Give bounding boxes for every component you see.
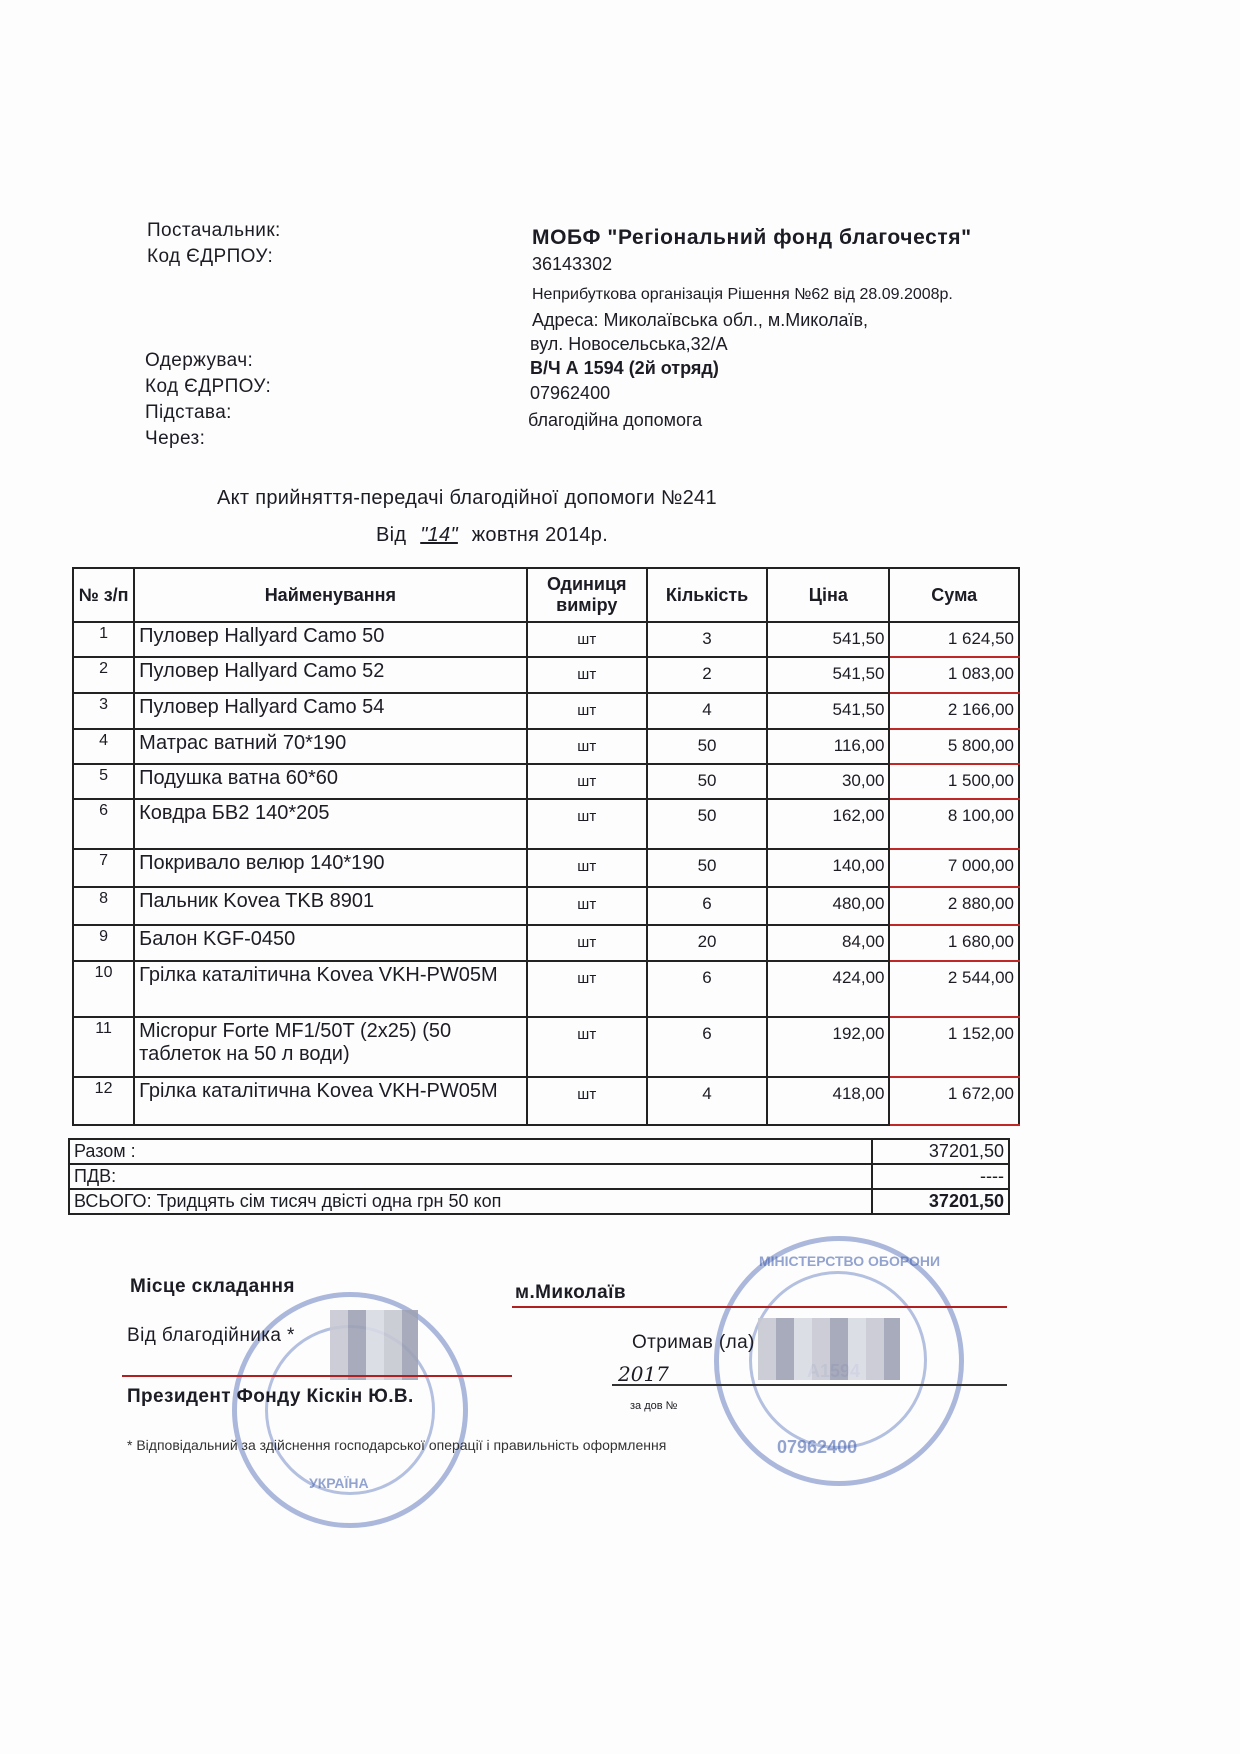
row-number: 1 bbox=[73, 622, 134, 657]
item-price: 192,00 bbox=[767, 1017, 889, 1077]
header-qty: Кількість bbox=[647, 568, 767, 622]
item-quantity: 50 bbox=[647, 729, 767, 764]
table-row bbox=[73, 693, 1019, 729]
via-label: Через: bbox=[145, 428, 206, 449]
recipient-code: 07962400 bbox=[530, 383, 611, 403]
place-value: м.Миколаїв bbox=[515, 1282, 626, 1303]
unit-stamp-code: 07962400 bbox=[777, 1437, 858, 1457]
item-name: Покривало велюр 140*190 bbox=[134, 849, 526, 887]
donor-label: Від благодійника * bbox=[127, 1325, 295, 1346]
item-unit: шт bbox=[527, 1077, 647, 1125]
table-row bbox=[73, 799, 1019, 849]
footnote: * Відповідальний за здійснення господарської операції і правильність оформлення bbox=[127, 1437, 667, 1453]
row-number: 4 bbox=[73, 729, 134, 764]
table-row bbox=[73, 1077, 1019, 1125]
item-sum: 1 680,00 bbox=[889, 925, 1019, 961]
table-row bbox=[73, 764, 1019, 799]
item-name: Грілка каталітична Kovea VKH-PW05M bbox=[134, 961, 526, 1017]
item-quantity: 6 bbox=[647, 887, 767, 925]
row-number: 3 bbox=[73, 693, 134, 729]
row-number: 8 bbox=[73, 887, 134, 925]
received-label: Отримав (ла) bbox=[632, 1332, 755, 1353]
item-name: Пуловер Hallyard Camo 52 bbox=[134, 657, 526, 693]
item-sum: 2 880,00 bbox=[889, 887, 1019, 925]
item-sum: 1 624,50 bbox=[889, 622, 1019, 657]
place-label: Місце складання bbox=[130, 1276, 295, 1297]
header-name: Найменування bbox=[134, 568, 526, 622]
total-label: ВСЬОГО: Тридцять сім тисяч двісті одна грн 50 коп bbox=[69, 1189, 872, 1214]
item-name: Micropur Forte MF1/50T (2x25) (50 таблеток на 50 л води) bbox=[134, 1017, 526, 1077]
supplier-code: 36143302 bbox=[532, 254, 613, 274]
row-number: 5 bbox=[73, 764, 134, 799]
item-sum: 8 100,00 bbox=[889, 799, 1019, 849]
total-amount: 37201,50 bbox=[872, 1189, 1009, 1214]
header-sum: Сума bbox=[889, 568, 1019, 622]
row-number: 9 bbox=[73, 925, 134, 961]
item-price: 541,50 bbox=[767, 657, 889, 693]
table-row bbox=[73, 849, 1019, 887]
item-sum: 1 500,00 bbox=[889, 764, 1019, 799]
item-sum: 1 672,00 bbox=[889, 1077, 1019, 1125]
item-name: Пуловер Hallyard Camo 50 bbox=[134, 622, 526, 657]
handwritten-date: 2017 bbox=[618, 1362, 669, 1386]
item-name: Подушка ватна 60*60 bbox=[134, 764, 526, 799]
item-price: 480,00 bbox=[767, 887, 889, 925]
item-sum: 1 152,00 bbox=[889, 1017, 1019, 1077]
recipient-label: Одержувач: bbox=[145, 350, 254, 371]
table-row bbox=[73, 622, 1019, 657]
table-row bbox=[73, 961, 1019, 1017]
item-sum: 2 166,00 bbox=[889, 693, 1019, 729]
header-price: Ціна bbox=[767, 568, 889, 622]
item-quantity: 3 bbox=[647, 622, 767, 657]
item-sum: 7 000,00 bbox=[889, 849, 1019, 887]
total-row bbox=[69, 1189, 1009, 1214]
item-unit: шт bbox=[527, 1017, 647, 1077]
item-price: 116,00 bbox=[767, 729, 889, 764]
item-unit: шт bbox=[527, 622, 647, 657]
header-num: № з/п bbox=[73, 568, 134, 622]
recipient-name: В/Ч А 1594 (2й отряд) bbox=[530, 358, 719, 378]
item-unit: шт bbox=[527, 729, 647, 764]
row-number: 10 bbox=[73, 961, 134, 1017]
supplier-address-line2: вул. Новосельська,32/А bbox=[530, 334, 728, 354]
item-sum: 1 083,00 bbox=[889, 657, 1019, 693]
table-row bbox=[73, 729, 1019, 764]
totals-table bbox=[68, 1138, 1010, 1215]
document-title: Акт прийняття-передачі благодійної допомоги №241 bbox=[217, 487, 717, 509]
date-day: "14" bbox=[420, 524, 458, 546]
item-name: Балон KGF-0450 bbox=[134, 925, 526, 961]
item-quantity: 4 bbox=[647, 1077, 767, 1125]
item-unit: шт bbox=[527, 764, 647, 799]
item-unit: шт bbox=[527, 961, 647, 1017]
item-name: Матрас ватний 70*190 bbox=[134, 729, 526, 764]
item-price: 541,50 bbox=[767, 622, 889, 657]
redacted-signature-right bbox=[758, 1318, 900, 1380]
table-row bbox=[73, 925, 1019, 961]
subtotal-label: Разом : bbox=[69, 1139, 872, 1164]
item-sum: 5 800,00 bbox=[889, 729, 1019, 764]
donor-signature-line bbox=[122, 1375, 512, 1377]
subtotal-amount: 37201,50 bbox=[872, 1139, 1009, 1164]
row-number: 6 bbox=[73, 799, 134, 849]
table-row bbox=[73, 887, 1019, 925]
items-table bbox=[72, 567, 1020, 1126]
item-price: 140,00 bbox=[767, 849, 889, 887]
recipient-signature-line bbox=[612, 1384, 1007, 1386]
unit-stamp-top: МІНІСТЕРСТВО ОБОРОНИ bbox=[759, 1253, 941, 1269]
supplier-status: Неприбуткова організація Рішення №62 від 28.09.2008р. bbox=[532, 286, 953, 303]
item-quantity: 4 bbox=[647, 693, 767, 729]
header-unit: Одиниця виміру bbox=[527, 568, 647, 622]
date-prefix: Від bbox=[376, 524, 407, 546]
item-quantity: 6 bbox=[647, 1017, 767, 1077]
item-price: 424,00 bbox=[767, 961, 889, 1017]
item-unit: шт bbox=[527, 887, 647, 925]
item-unit: шт bbox=[527, 657, 647, 693]
date-line bbox=[376, 524, 608, 547]
subtotal-row bbox=[69, 1139, 1009, 1164]
power-of-attorney-label: за дов № bbox=[630, 1400, 678, 1412]
item-quantity: 6 bbox=[647, 961, 767, 1017]
table-row bbox=[73, 657, 1019, 693]
date-rest: жовтня 2014р. bbox=[471, 524, 609, 546]
item-price: 162,00 bbox=[767, 799, 889, 849]
item-price: 30,00 bbox=[767, 764, 889, 799]
supplier-address-line1: Адреса: Миколаївська обл., м.Миколаїв, bbox=[532, 310, 869, 330]
item-quantity: 50 bbox=[647, 799, 767, 849]
basis-value: благодійна допомога bbox=[528, 410, 703, 430]
item-unit: шт bbox=[527, 849, 647, 887]
item-name: Пуловер Hallyard Camo 54 bbox=[134, 693, 526, 729]
vat-row bbox=[69, 1164, 1009, 1189]
item-sum: 2 544,00 bbox=[889, 961, 1019, 1017]
place-underline bbox=[512, 1306, 1007, 1308]
president-line: Президент Фонду Кіскін Ю.В. bbox=[127, 1386, 414, 1407]
item-price: 541,50 bbox=[767, 693, 889, 729]
item-quantity: 20 bbox=[647, 925, 767, 961]
vat-label: ПДВ: bbox=[69, 1164, 872, 1189]
supplier-label: Постачальник: bbox=[147, 220, 281, 241]
item-unit: шт bbox=[527, 693, 647, 729]
basis-label: Підстава: bbox=[145, 402, 232, 423]
row-number: 11 bbox=[73, 1017, 134, 1077]
table-row bbox=[73, 1017, 1019, 1077]
item-price: 84,00 bbox=[767, 925, 889, 961]
item-quantity: 50 bbox=[647, 849, 767, 887]
vat-amount: ---- bbox=[872, 1164, 1009, 1189]
item-unit: шт bbox=[527, 799, 647, 849]
fund-stamp-text: УКРАЇНА bbox=[309, 1475, 369, 1491]
recipient-code-label: Код ЄДРПОУ: bbox=[145, 376, 272, 397]
row-number: 7 bbox=[73, 849, 134, 887]
item-unit: шт bbox=[527, 925, 647, 961]
item-name: Пальник Kovea TKB 8901 bbox=[134, 887, 526, 925]
table-header-row bbox=[73, 568, 1019, 622]
supplier-name: МОБФ "Регіональний фонд благочестя" bbox=[532, 226, 972, 249]
row-number: 12 bbox=[73, 1077, 134, 1125]
supplier-code-label: Код ЄДРПОУ: bbox=[147, 246, 274, 267]
item-price: 418,00 bbox=[767, 1077, 889, 1125]
item-quantity: 2 bbox=[647, 657, 767, 693]
item-name: Грілка каталітична Kovea VKH-PW05M bbox=[134, 1077, 526, 1125]
redacted-signature-left bbox=[330, 1310, 418, 1380]
row-number: 2 bbox=[73, 657, 134, 693]
item-name: Ковдра БВ2 140*205 bbox=[134, 799, 526, 849]
item-quantity: 50 bbox=[647, 764, 767, 799]
